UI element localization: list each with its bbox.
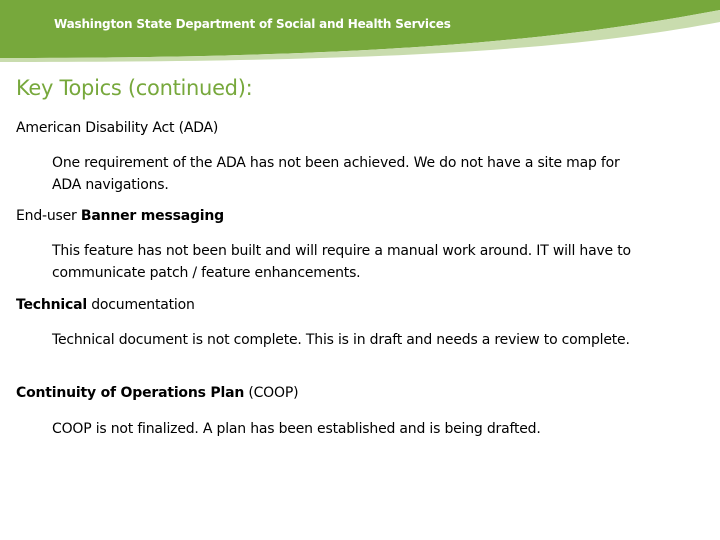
header-banner xyxy=(0,0,720,62)
slide-title: Key Topics (continued): xyxy=(16,76,253,100)
topic-description-coop: COOP is not finalized. A plan has been established and is being drafted. xyxy=(52,421,541,437)
topic-heading-bold: Continuity of Operations Plan xyxy=(16,385,245,401)
organization-name: Washington State Department of Social and Health Services xyxy=(54,17,451,31)
topic-heading-plain: End-user xyxy=(16,208,81,224)
topic-heading-bold: Technical xyxy=(16,297,87,313)
topic-heading-bold: Banner messaging xyxy=(80,208,224,224)
topic-description-banner-messaging: This feature has not been built and will require a manual work around. IT will have to communicate patch / feature enhancements. xyxy=(52,243,631,281)
topic-heading-plain: (COOP) xyxy=(244,385,299,401)
topic-heading-ada: American Disability Act (ADA) xyxy=(16,120,219,136)
topic-description-technical-documentation: Technical document is not complete. This is in draft and needs a review to complete. xyxy=(52,332,630,348)
topic-heading-coop xyxy=(16,385,298,401)
banner-swoosh-graphic xyxy=(0,0,720,62)
topic-heading-banner-messaging xyxy=(16,208,224,224)
topic-heading-plain: documentation xyxy=(86,297,195,313)
topic-description-ada: One requirement of the ADA has not been achieved. We do not have a site map for ADA navigations. xyxy=(52,155,620,193)
topic-heading-technical-documentation xyxy=(16,297,195,313)
